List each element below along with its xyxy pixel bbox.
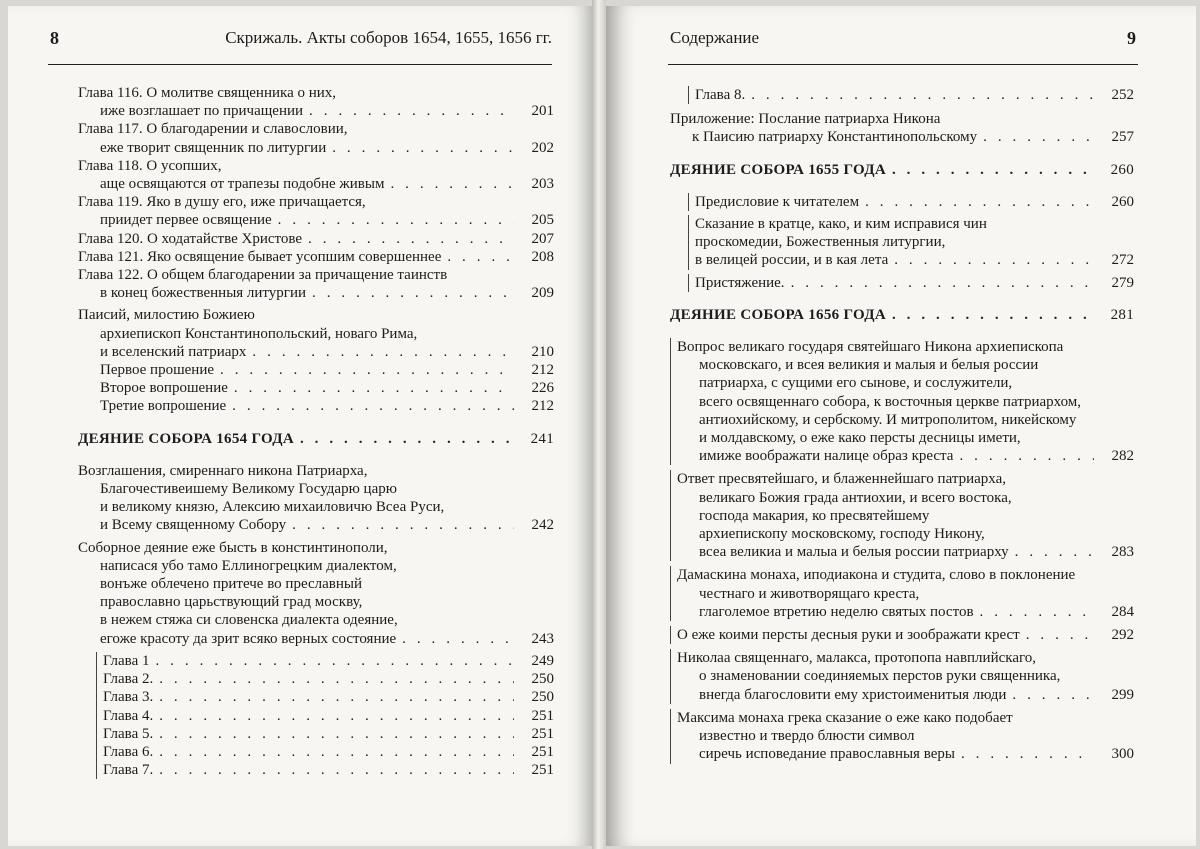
entry-continuation: аще освящаются от трапезы подобне живым — [100, 176, 385, 193]
entry-text-last: егоже красоту да зрит всяко верных состояние — [100, 630, 397, 647]
left-running-head: Скрижаль. Акты соборов 1654, 1655, 1656 гг. — [225, 28, 552, 47]
toc-entry — [78, 193, 554, 229]
entry-continuation: приидет первее освящение — [100, 212, 272, 229]
chapter-page: 250 — [531, 689, 554, 706]
entry-text: московскаго, и всея великия и малыя и белыя россии — [699, 357, 1039, 374]
paisios-line-3: и вселенский патриарх — [100, 343, 247, 360]
toc-entry — [670, 470, 1134, 561]
toc-line — [677, 411, 1134, 429]
toc-line — [103, 670, 554, 688]
toc-line — [677, 667, 1134, 685]
entry-text: Максима монаха грека сказание о еже како подобает — [677, 709, 1013, 726]
entry-text: господа макария, ко пресвятейшему — [699, 507, 930, 524]
skazanie-line-1: Сказание в кратце, како, и ким исправися чин — [695, 216, 987, 233]
sobornoe-entry — [78, 539, 554, 648]
entry-text: в нежем стяжа си словенска диалекта одеяние, — [100, 612, 398, 629]
toc-entry — [670, 709, 1134, 764]
entry-text: патриарха, с сущими его сынове, и сослужители, — [699, 375, 1013, 392]
toc-line — [78, 593, 554, 611]
entry-text: вонъже облечено притече во преславный — [100, 576, 362, 593]
right-page — [606, 6, 1196, 846]
book-gutter — [592, 0, 606, 849]
toc-entry — [670, 566, 1134, 621]
toc-line — [103, 688, 554, 706]
toc-line — [677, 709, 1134, 727]
toc-line — [78, 498, 554, 516]
section-1656-title: ДЕЯНИЕ СОБОРА 1656 ГОДА — [670, 306, 886, 323]
paisios-entry — [78, 306, 554, 415]
entry-page: 283 — [1111, 544, 1134, 561]
toc-line — [78, 211, 554, 229]
skazanie-line-3: в велицей россии, и в кая лета — [695, 252, 889, 269]
paisios-line-1: Паисий, милостию Божиею — [78, 307, 255, 324]
toc-line — [677, 686, 1134, 704]
toc-line — [677, 356, 1134, 374]
toc-line — [103, 707, 554, 725]
section-1654-title: ДЕЯНИЕ СОБОРА 1654 ГОДА — [78, 430, 294, 447]
entry-text: и молдавскому, о еже како персты десницы имети, — [699, 430, 1021, 447]
pristyazhenie-entry — [688, 274, 1134, 292]
preface-label: Предисловие к читателем — [695, 193, 860, 210]
chapter-label: Глава 1 — [103, 652, 150, 669]
toc-line — [677, 338, 1134, 356]
toc-line — [78, 230, 554, 248]
section-1656-entries — [670, 338, 1134, 763]
toc-line — [78, 379, 554, 397]
toc-entry — [670, 649, 1134, 704]
appendix-line-2: к Паисию патриарху Константинопольскому — [692, 129, 978, 146]
entry-page: 208 — [531, 248, 554, 265]
entry-page: 205 — [531, 212, 554, 229]
entry-page: 243 — [531, 630, 554, 647]
right-toc — [670, 86, 1134, 764]
chapter-label: Глава 7. — [103, 762, 154, 779]
entry-page: 242 — [531, 517, 554, 534]
entry-page: 207 — [531, 230, 554, 247]
preface-page: 260 — [1111, 193, 1134, 210]
toc-line — [677, 507, 1134, 525]
toc-entry — [670, 338, 1134, 465]
entry-title: Глава 117. О благодарении и славословии, — [78, 121, 348, 138]
toc-line — [677, 429, 1134, 447]
chapter-8-entry — [688, 86, 1134, 104]
toc-line — [78, 480, 554, 498]
chapter-page: 251 — [531, 707, 554, 724]
sub-entry-page: 212 — [531, 362, 554, 379]
toc-line — [78, 397, 554, 415]
entry-page: 282 — [1111, 448, 1134, 465]
entry-text-last: глаголемое втретию неделю святых постов — [699, 603, 974, 620]
toc-line — [78, 284, 554, 302]
preface-entry — [688, 193, 1134, 211]
toc-line — [78, 84, 554, 102]
toc-line — [677, 447, 1134, 465]
chapter-label: Глава 2. — [103, 671, 154, 688]
right-running-head: Содержание — [670, 28, 760, 47]
toc-line — [78, 516, 554, 534]
toc-line — [677, 649, 1134, 667]
entry-text: Дамаскина монаха, иподиакона и студита, слово в поклонение — [677, 567, 1076, 584]
paisios-subentries — [78, 361, 554, 416]
chapter-8-label: Глава 8. — [695, 87, 746, 103]
toc-entry — [78, 120, 554, 156]
chapter-label: Глава 3. — [103, 689, 154, 706]
chapter-page: 250 — [531, 671, 554, 688]
toc-line — [78, 266, 554, 284]
toc-line — [103, 743, 554, 761]
left-page-number: 8 — [50, 28, 59, 48]
toc-line — [677, 393, 1134, 411]
toc-line — [78, 157, 554, 175]
toc-entry — [78, 84, 554, 120]
toc-line — [78, 193, 554, 211]
entry-page: 300 — [1111, 746, 1134, 763]
entry-text-last: и Всему священному Собору — [100, 517, 287, 534]
toc-line — [78, 175, 554, 193]
entry-text: известно и твердо блюсти символ — [699, 728, 915, 745]
chapter-page: 251 — [531, 743, 554, 760]
sub-entry-label: Третие вопрошение — [100, 398, 227, 415]
paisios-line-2: архиепископ Константинопольский, новаго Рима, — [100, 325, 418, 342]
toc-line — [677, 489, 1134, 507]
toc-line — [677, 374, 1134, 392]
toc-line — [103, 761, 554, 779]
toc-line — [677, 470, 1134, 488]
toc-line — [78, 557, 554, 575]
entry-title: Глава 119. Яко в душу его, иже причащается, — [78, 194, 366, 211]
pristyazhenie-page: 279 — [1111, 274, 1134, 291]
chapter-label: Глава 4. — [103, 707, 154, 724]
section-1656-page: 281 — [1110, 306, 1134, 323]
chapter-page: 251 — [531, 762, 554, 779]
section-1655-title: ДЕЯНИЕ СОБОРА 1655 ГОДА — [670, 161, 886, 178]
toc-line — [677, 543, 1134, 561]
entry-title: Глава 121. Яко освящение бывает усопшим совершеннее — [78, 248, 442, 265]
toc-line — [78, 575, 554, 593]
toc-line — [677, 566, 1134, 584]
toc-entry — [78, 248, 554, 266]
entry-text-last: сиречь исповедание православныя веры — [699, 746, 955, 763]
chapter-label: Глава 5. — [103, 725, 154, 742]
entry-page: 292 — [1111, 627, 1134, 644]
section-1654-heading — [78, 430, 554, 448]
entry-text-last: внегда благословити ему христоименитыя люди — [699, 686, 1007, 703]
entry-page: 203 — [531, 176, 554, 193]
toc-line — [78, 248, 554, 266]
entry-text: Николаа священнаго, малакса, протопопа навплийскаго, — [677, 650, 1037, 667]
toc-line — [677, 626, 1134, 644]
toc-entry — [78, 230, 554, 248]
toc-line — [78, 630, 554, 648]
toc-line — [677, 603, 1134, 621]
sub-entry-label: Первое прошение — [100, 362, 215, 379]
toc-line — [103, 725, 554, 743]
sub-entry-page: 212 — [531, 398, 554, 415]
toc-entry — [670, 626, 1134, 644]
chapter-label: Глава 6. — [103, 743, 154, 760]
toc-line — [677, 727, 1134, 745]
entry-text-last: всеа великиа и малыа и белыя россии патриарху — [699, 544, 1009, 561]
entry-page: 284 — [1111, 603, 1134, 620]
entry-text: о знаменовании соединяемых перстов руки священника, — [699, 668, 1061, 685]
entry-text: Соборное деяние еже бысть в констинтинополи, — [78, 539, 388, 556]
entry-continuation: еже творит священник по литургии — [100, 139, 327, 156]
toc-line — [677, 585, 1134, 603]
sub-entry-label: Второе вопрошение — [100, 380, 228, 397]
toc-line — [78, 361, 554, 379]
entry-text: написася убо тамо Еллиногрецким диалектом, — [100, 557, 397, 574]
toc-entry — [78, 157, 554, 193]
entry-page: 299 — [1111, 686, 1134, 703]
entry-text: Ответ пресвятейшаго, и блаженнейшаго патриарха, — [677, 471, 1006, 488]
entry-text: Вопрос великаго государя святейшаго Никона архиепископа — [677, 339, 1064, 356]
entry-title: Глава 116. О молитве священника о них, — [78, 85, 337, 101]
entry-text: православно царьствующий град москву, — [100, 594, 363, 611]
entry-text: архиепископу московскому, господу Никону, — [699, 526, 985, 543]
entry-text: честнаго и животворящаго креста, — [699, 585, 920, 602]
toc-line — [677, 745, 1134, 763]
left-header-rule — [48, 64, 552, 65]
chapter-page: 251 — [531, 725, 554, 742]
entry-text-last: О еже коими персты десныя руки и зоображати крест — [677, 627, 1020, 644]
section-1655-heading — [670, 161, 1134, 179]
right-header-rule — [668, 64, 1138, 65]
entry-text: Возглашения, смиреннаго никона Патриарха, — [78, 462, 368, 479]
entry-text: Благочестивеишему Великому Государю царю — [100, 481, 397, 498]
chapter-list-1-7 — [96, 652, 554, 779]
appendix-line-1: Приложение: Послание патриарха Никона — [670, 111, 941, 128]
chapter-list-116-122 — [78, 84, 554, 302]
toc-line — [78, 120, 554, 138]
sub-entry-page: 226 — [531, 380, 554, 397]
left-page — [8, 6, 592, 846]
paisios-page: 210 — [531, 343, 554, 360]
chapter-8-page: 252 — [1111, 87, 1134, 103]
skazanie-entry — [688, 215, 1134, 270]
entry-page: 201 — [531, 103, 554, 120]
section-1655-page: 260 — [1110, 161, 1134, 178]
left-toc — [78, 84, 554, 779]
skazanie-page: 272 — [1111, 252, 1134, 269]
entry-title: Глава 118. О усопших, — [78, 157, 222, 174]
right-page-number: 9 — [1127, 28, 1136, 48]
toc-line — [78, 139, 554, 157]
toc-line — [78, 611, 554, 629]
toc-line — [78, 539, 554, 557]
section-1654-page: 241 — [530, 430, 554, 447]
entry-text: всего освященнаго собора, к восточныя церкве патриархом, — [699, 393, 1082, 410]
entry-text-last: имиже воображати налице образ креста — [699, 448, 954, 465]
appendix-page: 257 — [1111, 129, 1134, 146]
toc-line — [78, 102, 554, 120]
entry-title: Глава 122. О общем благодарении за причащение таинств — [78, 267, 448, 284]
entry-page: 202 — [531, 139, 554, 156]
entry-text: и великому князю, Алексию михаиловичю Всеа Руси, — [100, 499, 445, 516]
skazanie-line-2: проскомедии, Божественныя литургии, — [695, 234, 946, 251]
entry-page: 209 — [531, 285, 554, 302]
chapter-page: 249 — [531, 652, 554, 669]
entry-text: великаго Божия града антиохии, и всего востока, — [699, 489, 1012, 506]
entry-text: антиохийскому, и сербскому. И митрополитом, никейскому — [699, 411, 1077, 428]
entry-continuation: иже возглашает по причащении — [100, 103, 304, 120]
toc-line — [103, 652, 554, 670]
section-1656-heading — [670, 306, 1134, 324]
toc-entry — [78, 266, 554, 302]
appendix-entry — [670, 110, 1134, 146]
entry-title: Глава 120. О ходатайстве Христове — [78, 230, 303, 247]
pristyazhenie-label: Пристяжение. — [695, 274, 785, 291]
entry-continuation: в конец божественныя литургии — [100, 285, 307, 302]
vozglasheniya-entry — [78, 462, 554, 535]
toc-line — [677, 525, 1134, 543]
toc-line — [78, 462, 554, 480]
